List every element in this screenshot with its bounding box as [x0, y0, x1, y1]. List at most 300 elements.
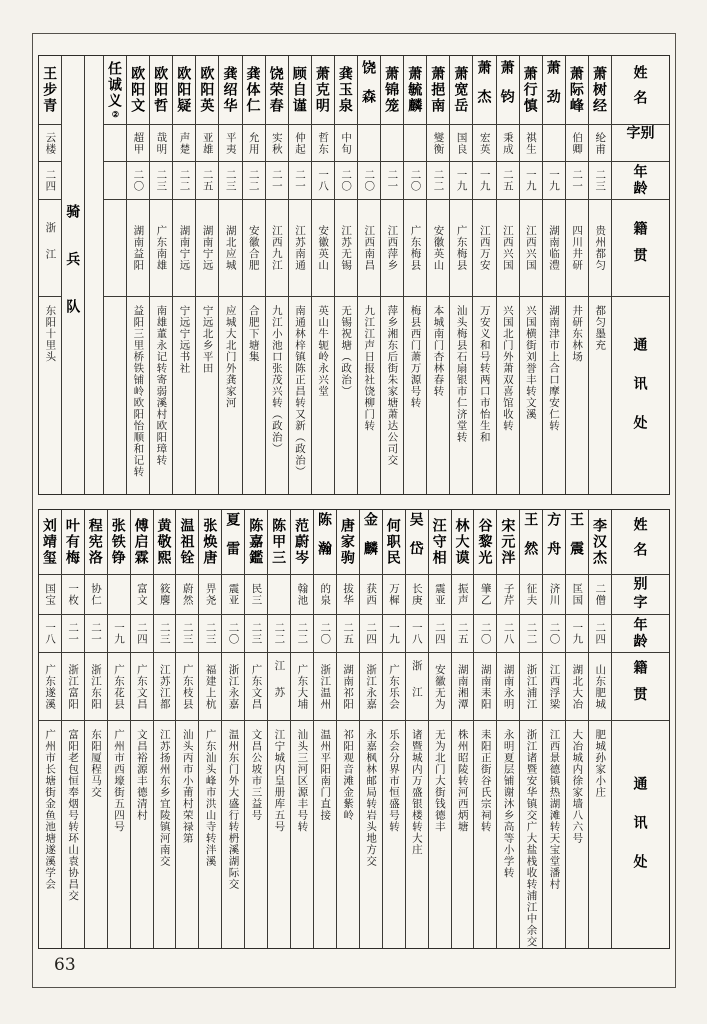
person-address: 乐会分界市恒盛号转 — [383, 720, 405, 948]
person-address: 井研东林场 — [566, 296, 588, 494]
person-courtesy-name: 富文 — [131, 574, 153, 614]
person-name-text: 汪守相 — [431, 517, 448, 566]
person-name-text: 龚体仁 — [245, 65, 262, 114]
person-name-text: 程宪洛 — [87, 517, 104, 566]
person-courtesy-name: 震亚 — [429, 574, 451, 614]
person-name — [199, 510, 221, 574]
person-address: 广东汕头峰市洪山寺转泮溪 — [199, 720, 221, 948]
person-courtesy-name: 平夷 — [219, 124, 241, 161]
person-column — [337, 510, 360, 948]
person-name — [291, 510, 313, 574]
person-name — [360, 510, 382, 574]
person-native-place: 浙江东阳 — [85, 652, 107, 720]
person-address: 九江江声日报社饶柳门转 — [358, 296, 380, 494]
person-native-place: 江苏南通 — [289, 199, 311, 296]
person-courtesy-name: 肇乙 — [474, 574, 496, 614]
header-courtesy-name: 别字 — [612, 574, 669, 614]
person-column — [520, 510, 543, 948]
person-name-text: 金麟 — [362, 512, 379, 571]
person-age: 二一 — [566, 161, 588, 199]
person-native-place: 湖北应城 — [219, 199, 241, 296]
person-age: 二四 — [360, 614, 382, 652]
person-name — [543, 510, 565, 574]
person-column — [314, 510, 337, 948]
person-native-place: 广东遂溪 — [39, 652, 61, 720]
empty-column — [85, 56, 104, 494]
person-address: 汕头丙市小莆村荣禄第 — [176, 720, 198, 948]
person-name-text: 顾自谨 — [291, 65, 308, 114]
person-address: 宁远北乡平田 — [196, 296, 218, 494]
person-address: 本城南门杏林春转 — [427, 296, 449, 494]
person-name — [427, 56, 449, 124]
person-address: 英山牛轭岭永兴堂 — [312, 296, 334, 494]
person-name — [312, 56, 334, 124]
person-address: 南通林梓镇陈正昌转又新（政治） — [289, 296, 311, 494]
person-native-place: 贵州都匀 — [589, 199, 611, 296]
person-courtesy-name — [104, 124, 126, 161]
person-courtesy-name: 声楚 — [173, 124, 195, 161]
header-name: 姓名 — [632, 516, 649, 568]
person-native-place: 浙江浦江 — [520, 652, 542, 720]
person-courtesy-name: 畀尧 — [199, 574, 221, 614]
header-address: 通讯处 — [612, 720, 669, 948]
person-native-place: 安徽无为 — [429, 652, 451, 720]
person-name — [39, 56, 61, 124]
person-courtesy-name: 震亚 — [222, 574, 244, 614]
person-address: 合肥下塘集 — [243, 296, 265, 494]
person-name — [196, 56, 218, 124]
person-native-place: 广东大埔 — [291, 652, 313, 720]
person-age: 二一 — [289, 161, 311, 199]
person-name — [150, 56, 172, 124]
person-name-text: 王震 — [569, 512, 586, 571]
person-name — [566, 510, 588, 574]
person-column — [543, 510, 566, 948]
person-column — [543, 56, 566, 494]
person-column — [473, 56, 496, 494]
person-age: 二〇 — [404, 161, 426, 199]
person-native-place: 广东梅县 — [404, 199, 426, 296]
person-name-text: 龚玉泉 — [337, 65, 354, 114]
person-courtesy-name: 云楼 — [39, 124, 61, 161]
person-name-text: 任诚义 — [106, 61, 123, 109]
person-column — [497, 56, 520, 494]
person-address: 诸暨城内万盛银楼转大庄 — [406, 720, 428, 948]
person-age: 二三 — [589, 161, 611, 199]
person-age: 一八 — [406, 614, 428, 652]
person-age: 一九 — [520, 161, 542, 199]
person-name-text: 陈瀚 — [316, 512, 333, 571]
person-name-text: 方舟 — [546, 512, 563, 571]
person-name — [497, 510, 519, 574]
person-age: 二一 — [266, 161, 288, 199]
person-courtesy-name: 秉成 — [497, 124, 519, 161]
person-name — [335, 56, 357, 124]
person-column — [196, 56, 219, 494]
person-name — [406, 510, 428, 574]
person-address: 兴国北门外萧双喜馆收转 — [497, 296, 519, 494]
person-native-place: 广东花县 — [108, 652, 130, 720]
person-age: 二〇 — [474, 614, 496, 652]
person-name — [520, 56, 542, 124]
person-age: 二一 — [85, 614, 107, 652]
person-courtesy-name: 济川 — [543, 574, 565, 614]
person-address: 东阳十里头 — [39, 296, 61, 494]
person-address: 温州平阳南门直接 — [314, 720, 336, 948]
person-courtesy-name: 蔚然 — [176, 574, 198, 614]
person-name-text: 陈嘉鑑 — [248, 517, 265, 566]
person-column — [154, 510, 177, 948]
page-number: 63 — [54, 955, 76, 975]
person-name-text: 萧锦笼 — [384, 65, 401, 114]
column-headers — [612, 56, 669, 494]
person-column — [404, 56, 427, 494]
person-name — [497, 56, 519, 124]
person-name-text: 刘靖玺 — [41, 517, 58, 566]
person-name — [589, 56, 611, 124]
person-name-text: 欧阳文 — [130, 65, 147, 114]
person-age: 二一 — [62, 614, 84, 652]
person-name — [289, 56, 311, 124]
person-age: 二四 — [589, 614, 611, 652]
person-courtesy-name: 哉明 — [150, 124, 172, 161]
person-age: 二三 — [176, 614, 198, 652]
person-name — [154, 510, 176, 574]
person-native-place: 广东枝县 — [176, 652, 198, 720]
person-name — [108, 510, 130, 574]
person-native-place: 广东文昌 — [131, 652, 153, 720]
person-age: 二三 — [199, 614, 221, 652]
person-courtesy-name: 的泉 — [314, 574, 336, 614]
person-column — [383, 510, 406, 948]
person-courtesy-name — [381, 124, 403, 161]
person-address: 湖南津市上合口摩安仁转 — [543, 296, 565, 494]
person-address: 文昌裕源丰德清村 — [131, 720, 153, 948]
person-native-place: 浙江永嘉 — [360, 652, 382, 720]
person-native-place: 广东梅县 — [450, 199, 472, 296]
person-age: 二四 — [429, 614, 451, 652]
person-column — [406, 510, 429, 948]
person-courtesy-name: 实秋 — [266, 124, 288, 161]
page-border-frame — [32, 33, 676, 988]
person-age: 二二 — [427, 161, 449, 199]
person-native-place: 安徽英山 — [312, 199, 334, 296]
header-name: 姓名 — [632, 64, 649, 116]
header-address: 通讯处 — [612, 296, 669, 494]
person-name-text: 唐家驹 — [339, 517, 356, 566]
person-courtesy-name: 子芹 — [497, 574, 519, 614]
person-column — [358, 56, 381, 494]
person-name — [450, 56, 472, 124]
person-courtesy-name: 二僧 — [589, 574, 611, 614]
section-column — [62, 56, 85, 494]
person-address: 九江小池口张茂兴转（政治） — [266, 296, 288, 494]
person-age: 二〇 — [543, 614, 565, 652]
person-name-text: 萧毓麟 — [407, 65, 424, 114]
person-name — [219, 56, 241, 124]
person-name-text: 叶有梅 — [64, 517, 81, 566]
person-name-text: 萧克明 — [314, 65, 331, 114]
person-address: 应城大北门外龚家河 — [219, 296, 241, 494]
person-name — [381, 56, 403, 124]
person-name — [383, 510, 405, 574]
roster-table-2 — [38, 509, 670, 949]
person-age — [104, 161, 126, 199]
person-courtesy-name: 翰池 — [291, 574, 313, 614]
person-native-place: 江西萍乡 — [381, 199, 403, 296]
person-name-text: 萧行慎 — [522, 65, 539, 114]
person-name-text: 傅启霖 — [133, 517, 150, 566]
person-column — [62, 510, 85, 948]
roster-table-1 — [38, 55, 670, 495]
header-courtesy-name: 别字 — [612, 124, 669, 161]
person-courtesy-name: 协仁 — [85, 574, 107, 614]
person-name — [85, 510, 107, 574]
person-column — [173, 56, 196, 494]
person-column — [429, 510, 452, 948]
footnote-marker: ② — [110, 110, 120, 119]
person-name-text: 黄敬熙 — [156, 517, 173, 566]
person-native-place: 湖南耒阳 — [474, 652, 496, 720]
person-name — [266, 56, 288, 124]
person-age: 二二 — [291, 614, 313, 652]
person-address: 祁阳观音滩金紫岭 — [337, 720, 359, 948]
person-column — [150, 56, 173, 494]
person-age: 一九 — [473, 161, 495, 199]
person-courtesy-name: 民三 — [245, 574, 267, 614]
person-name-text: 萧宽岳 — [453, 65, 470, 114]
person-age: 二二 — [243, 161, 265, 199]
person-courtesy-name: 匡国 — [566, 574, 588, 614]
person-name-text: 欧阳英 — [199, 65, 216, 114]
person-column — [266, 56, 289, 494]
person-column — [520, 56, 543, 494]
person-courtesy-name: 燮衡 — [427, 124, 449, 161]
person-age: 一九 — [543, 161, 565, 199]
person-age: 二〇 — [127, 161, 149, 199]
person-name — [62, 510, 84, 574]
person-column — [268, 510, 291, 948]
person-name — [176, 510, 198, 574]
person-name-text: 王步青 — [42, 65, 59, 114]
person-column — [497, 510, 520, 948]
person-native-place: 湖南永明 — [497, 652, 519, 720]
person-courtesy-name: 亚雄 — [196, 124, 218, 161]
person-address: 无为北门大街钱德丰 — [429, 720, 451, 948]
person-column — [427, 56, 450, 494]
person-age: 一八 — [312, 161, 334, 199]
person-courtesy-name — [404, 124, 426, 161]
person-name — [245, 510, 267, 574]
person-column — [566, 510, 589, 948]
person-name-text: 龚绍华 — [222, 65, 239, 114]
person-native-place: 江西兴国 — [497, 199, 519, 296]
person-column — [335, 56, 358, 494]
person-native-place: 江西九江 — [266, 199, 288, 296]
person-name-text: 李汉杰 — [592, 517, 609, 566]
person-name-text: 宋元泮 — [500, 517, 517, 566]
person-name-text: 饶森 — [361, 60, 378, 119]
person-name — [268, 510, 290, 574]
person-courtesy-name — [268, 574, 290, 614]
person-name — [104, 56, 126, 124]
person-age: 二〇 — [314, 614, 336, 652]
person-native-place: 浙江 — [39, 199, 61, 296]
person-native-place: 湖南宁远 — [196, 199, 218, 296]
person-address: 浙江诸暨安华镇交广大盐栈收转浦江中余交 — [520, 720, 542, 948]
person-column — [222, 510, 245, 948]
person-age: 二三 — [219, 161, 241, 199]
person-name-text: 欧阳哲 — [153, 65, 170, 114]
person-address: 益阳三里桥铁铺岭欧阳怡顺和记转 — [127, 296, 149, 494]
person-name-text: 萧劲 — [545, 60, 562, 119]
person-name — [473, 56, 495, 124]
person-age: 二〇 — [335, 161, 357, 199]
person-courtesy-name: 筱麐 — [154, 574, 176, 614]
person-name-text: 张铁铮 — [110, 517, 127, 566]
person-courtesy-name: 允用 — [243, 124, 265, 161]
person-courtesy-name: 超甲 — [127, 124, 149, 161]
person-address: 温州东门外大盛行转枬溪湖际交 — [222, 720, 244, 948]
person-age: 一九 — [566, 614, 588, 652]
person-age: 二〇 — [222, 614, 244, 652]
person-address: 汕头三河区源丰号转 — [291, 720, 313, 948]
column-headers — [612, 510, 669, 948]
person-column — [243, 56, 266, 494]
person-column — [127, 56, 150, 494]
person-courtesy-name: 万樨 — [383, 574, 405, 614]
person-address: 耒阳正街谷氏宗祠转 — [474, 720, 496, 948]
person-age: 一九 — [383, 614, 405, 652]
person-column — [566, 56, 589, 494]
person-name-text: 林大谟 — [454, 517, 471, 566]
person-age: 二八 — [497, 614, 519, 652]
person-age: 二三 — [154, 614, 176, 652]
person-address: 梅县西门萧万源号转 — [404, 296, 426, 494]
person-native-place: 安徽合肥 — [243, 199, 265, 296]
person-name — [452, 510, 474, 574]
person-courtesy-name — [543, 124, 565, 161]
person-native-place: 江苏无锡 — [335, 199, 357, 296]
person-age: 二三 — [245, 614, 267, 652]
person-name — [358, 56, 380, 124]
person-native-place: 安徽英山 — [427, 199, 449, 296]
person-column — [589, 510, 612, 948]
person-native-place: 江西兴国 — [520, 199, 542, 296]
person-name — [131, 510, 153, 574]
person-native-place: 广东乐会 — [383, 652, 405, 720]
person-name — [127, 56, 149, 124]
person-address: 文昌公坡市三益号 — [245, 720, 267, 948]
person-name-text: 夏雷 — [225, 512, 242, 571]
person-address: 永嘉枫林邮局转岩头地方交 — [360, 720, 382, 948]
person-native-place: 四川井研 — [566, 199, 588, 296]
person-name-text: 萧钧 — [499, 60, 516, 119]
person-column — [219, 56, 242, 494]
person-address: 江西景德镇热湖滩转天宝堂潘村 — [543, 720, 565, 948]
person-column — [39, 510, 62, 948]
person-courtesy-name: 伯卿 — [566, 124, 588, 161]
person-native-place: 福建上杭 — [199, 652, 221, 720]
person-column — [381, 56, 404, 494]
person-courtesy-name: 纶甫 — [589, 124, 611, 161]
person-age: 二四 — [131, 614, 153, 652]
person-name-text: 何职民 — [385, 517, 402, 566]
person-name — [173, 56, 195, 124]
person-column — [199, 510, 222, 948]
person-native-place: 广东文昌 — [245, 652, 267, 720]
person-column — [85, 510, 108, 948]
person-name — [404, 56, 426, 124]
header-native-place: 籍贯 — [612, 199, 669, 296]
person-native-place: 浙江 — [406, 652, 428, 720]
person-name — [429, 510, 451, 574]
person-address: 永明夏层铺谢沐乡高等小学转 — [497, 720, 519, 948]
section-label: 骑兵队 — [65, 203, 82, 347]
person-courtesy-name: 拔华 — [337, 574, 359, 614]
person-address: 广州市西壕街五四号 — [108, 720, 130, 948]
person-courtesy-name: 一枚 — [62, 574, 84, 614]
person-native-place: 浙江温州 — [314, 652, 336, 720]
person-courtesy-name: 祺生 — [520, 124, 542, 161]
person-column — [289, 56, 312, 494]
person-address: 广州市长塘街金鱼池塘遂溪学会 — [39, 720, 61, 948]
person-courtesy-name: 国良 — [450, 124, 472, 161]
person-name — [543, 56, 565, 124]
person-courtesy-name — [108, 574, 130, 614]
person-age: 二五 — [497, 161, 519, 199]
person-age: 二一 — [381, 161, 403, 199]
person-column — [104, 56, 127, 494]
person-name-text: 王然 — [523, 512, 540, 571]
person-native-place: 湖南湘潭 — [452, 652, 474, 720]
person-native-place: 广东南雄 — [150, 199, 172, 296]
person-column — [131, 510, 154, 948]
person-courtesy-name: 宏英 — [473, 124, 495, 161]
person-name-text: 欧阳疑 — [176, 65, 193, 114]
person-address: 肥城孙家小庄 — [589, 720, 611, 948]
person-name-text: 饶荣春 — [268, 65, 285, 114]
person-column — [589, 56, 612, 494]
person-courtesy-name: 国宝 — [39, 574, 61, 614]
person-column — [450, 56, 473, 494]
person-native-place: 湖南祁阳 — [337, 652, 359, 720]
person-name-text: 范蔚岑 — [294, 517, 311, 566]
person-native-place: 江西浮梁 — [543, 652, 565, 720]
person-age: 二五 — [196, 161, 218, 199]
person-native-place: 江西万安 — [473, 199, 495, 296]
person-address: 东阳厦程马交 — [85, 720, 107, 948]
person-address: 江苏扬州东乡宜陵镇河南交 — [154, 720, 176, 948]
person-native-place: 浙江富阳 — [62, 652, 84, 720]
person-age: 二二 — [520, 614, 542, 652]
person-native-place: 江苏 — [268, 652, 290, 720]
person-native-place: 湖南临澧 — [543, 199, 565, 296]
person-name — [39, 510, 61, 574]
person-age: 二五 — [337, 614, 359, 652]
person-age: 一八 — [39, 614, 61, 652]
person-name-text: 谷黎光 — [477, 517, 494, 566]
person-column — [474, 510, 497, 948]
person-age: 二二 — [268, 614, 290, 652]
person-address: 无锡祝塘（政治） — [335, 296, 357, 494]
person-native-place: 湖北大冶 — [566, 652, 588, 720]
person-address: 萍乡湘东后街朱家塘萧达公司交 — [381, 296, 403, 494]
person-courtesy-name: 长庚 — [406, 574, 428, 614]
person-age: 二五 — [452, 614, 474, 652]
person-column — [312, 56, 335, 494]
person-native-place: 湖南宁远 — [173, 199, 195, 296]
